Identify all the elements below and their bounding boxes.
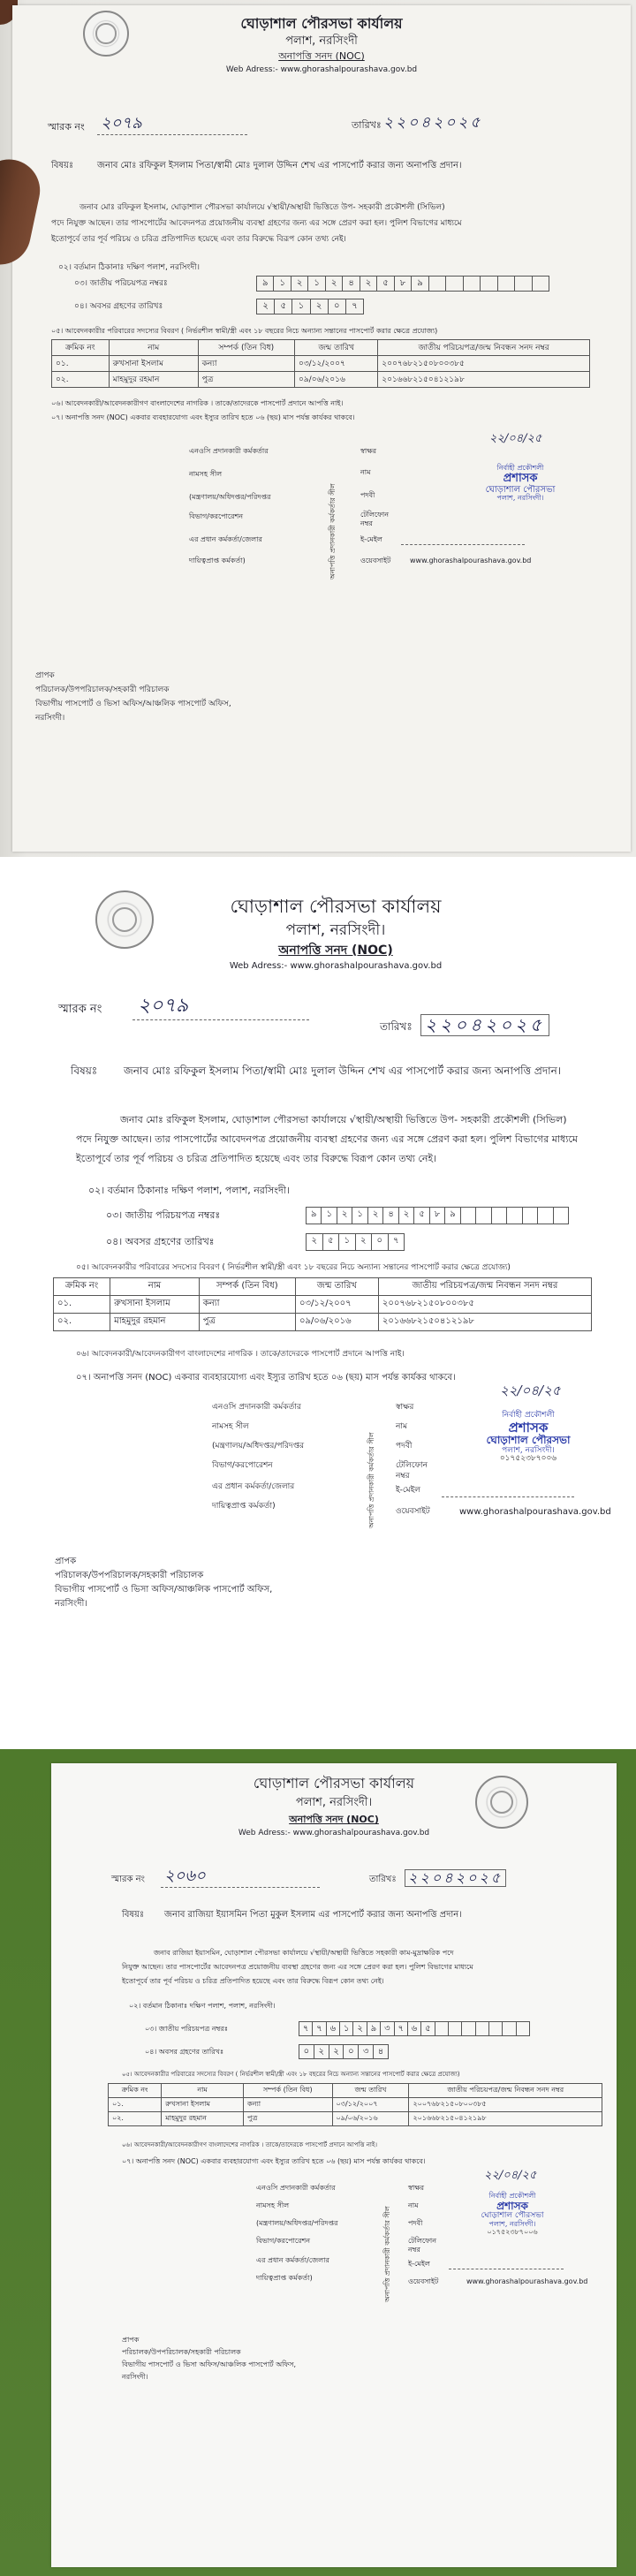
office-location: পলাশ, নরসিংদী।	[295, 1796, 373, 1809]
office-title: ঘোড়াশাল পৌরসভা কার্যালয়	[240, 15, 403, 32]
family-table: ক্রমিক নং নাম সম্পর্ক (তিন বিধ) জন্ম তারিখ জাতীয় পরিচয়পত্র/জন্ম নিবন্ধন সনদ নম্বর ০১. রুখসানা ইসলাম কন্যা ০৩/১২/২০০৭ ২০০৭৬৮২১৫০৮০০৩৮৫ ০২. মাহমুদুর রহমান পুত্র ০৯/০৬/২০১৬ ২০১৬৬৮২১৫০৪১২১৯৮	[53, 1277, 592, 1331]
citizenship-note: ০৬। আবেদনকারী/আবেদনকারীগণ বাংলাদেশের নাগরিক । তাকে/তাদেরকে পাসপোর্ট প্রদানে আপত্তি নাই।	[51, 399, 344, 407]
body-line-2: নিযুক্ত আছেন। তার পাসপোর্টের আবেদনপত্র প্রয়োজনীয় ব্যবস্থা গ্রহণের জন্য এর সঙ্গে প্রেরণ করা হল। পুলিশ বিভাগের মাধ্যমে	[122, 1963, 473, 1971]
document-sheet: ঘোড়াশাল পৌরসভা কার্যালয় পলাশ, নরসিংদী অনাপত্তি সনদ (NOC) Web Adress:- www.ghorashalpourashava.gov.bd স্মারক নং ২০৭৯ তারিখঃ ২২০৪২০২৫ বিষয়ঃ জনাব মোঃ রফিকুল ইসলাম পিতা/স্বামী মোঃ দুলাল উদ্দিন শেখ এর পাসপোর্ট করার জন্য অনাপত্তি প্রদান। জনাব মোঃ রফিকুল ইসলাম, ঘোড়াশাল পৌরসভা কার্যালয়ে √স্থায়ী/অস্থায়ী ভিত্তিতে উপ- সহকারী প্রকৌশলী (সিভিল) পদে নিযুক্ত আছেন। তার পাসপোর্টের আবেদনপত্র প্রয়োজনীয় ব্যবস্থা গ্রহণের জন্য এর সঙ্গে প্রেরণ করা হল। পুলিশ বিভাগের মাধ্যমে ইতোপূর্বে তার পূর্ব পরিচয় ও চরিত্র প্রতিপাদিত হয়েছে এবং তার বিরুদ্ধে বিরূপ কোন তথ্য নেই। ০২। বর্তমান ঠিকানাঃ দক্ষিণ পলাশ, নরসিংদী। ০৩। জাতীয় পরিচয়পত্র নম্বরঃ ৯ ১ ২ ১ ২ ৪ ২ ৫ ৮ ৯ ০৪। অবসর গ্রহণের তারিখঃ ২ ৫ ১ ২ ০ ৭ ০৫। আবেদনকারীর পরিবারের সদস্যের বিবরণ ( নির্ভরশীল স্বামী/স্ত্রী এবং ১৮ বছরের নিচে অন্যান্য সন্তানের পাসপোর্ট করার ক্ষেত্রে প্রযোজ্য) ক্রমিক নং নাম সম্পর্ক (তিন বিধ) জন্ম তারিখ জাতীয় পরিচয়পত্র/জন্ম নিবন্ধন সনদ নম্বর ০১. রুখসানা ইসলাম কন্যা ০৩/১২/২০০৭ ২০০৭৬৮২১৫০৮০০৩৮৫ ০২. মাহমুদুর রহমান পুত্র ০৯/০৬/২০১৬ ২০১৬৬৮২১৫০৪১২১৯৮ ০৬। আবেদনকারী/আবেদনকারীগণ বাংলাদেশের নাগরিক । তাকে/তাদেরকে পাসপোর্ট প্রদানে আপত্তি নাই। ০৭। অনাপত্তি সনদ (NOC) একবার ব্যবহারযোগ্য এবং ইস্যুর তারিখ হতে ০৬ (ছয়) মাস পর্যন্ত কার্যকর থাকবে। এনওসি প্রদানকারী কর্মকর্তার নামসহ সীল (মন্ত্রণালয়/অধিদপ্তর/পরিদপ্তর বিভাগ/করপোরেশন এর প্রধান কর্মকর্তা/জেলার দায়িত্বপ্রাপ্ত কর্মকর্তা) অনাপত্তি প্রদানকারী কর্মকর্তার সীল স্বাক্ষর নাম পদবী টেলিফোন নম্বর ই-মেইল ওয়েবসাইট www.ghorashalpourashava.gov.bd ২২/০৪/২৫ নির্বাহী প্রকৌশলী প্রশাসক ঘোড়াশাল পৌরসভা পলাশ, নরসিংদী। প্রাপক পরিচালক/উপপরিচালক/সহকারী পরিচালক বিভাগীয় পাসপোর্ট ও ভিসা অফিস/আঞ্চলিক পাসপোর্ট অফিস, নরসিংদী।	[12, 5, 631, 852]
nid-boxes: ৭ ৭ ৬ ১ ২ ৯ ৩ ৭ ৬ ৫	[299, 2021, 530, 2036]
body-line-1: জনাব মোঃ রফিকুল ইসলাম, ঘোড়াশাল পৌরসভা কার্যালয়ে √স্থায়ী/অস্থায়ী ভিত্তিতে উপ- সহকারী প্রকৌশলী (সিভিল)	[80, 203, 445, 212]
subject-text: জনাব মোঃ রফিকুল ইসলাম পিতা/স্বামী মোঃ দুলাল উদ্দিন শেখ এর পাসপোর্ট করার জন্য অনাপত্তি প্রদান।	[97, 161, 462, 170]
nid-label: ০৩। জাতীয় পরিচয়পত্র নম্বরঃ	[106, 1209, 221, 1221]
signature: ২২/০৪/২৫	[484, 2169, 537, 2182]
memo-label: স্মারক নং	[48, 121, 85, 133]
memo-number: ২০৭৯	[138, 995, 189, 1017]
office-title: ঘোড়াশাল পৌরসভা কার্যালয়	[253, 1775, 415, 1792]
date-value: ২২০৪২০২৫	[383, 114, 483, 132]
body-line-1: জনাব মোঃ রফিকুল ইসলাম, ঘোড়াশাল পৌরসভা কার্যালয়ে √স্থায়ী/অস্থায়ী ভিত্তিতে উপ- সহকারী প্রকৌশলী (সিভিল)	[120, 1114, 567, 1125]
document-title: অনাপত্তি সনদ (NOC)	[278, 50, 365, 62]
body-line-1: জনাব রাজিয়া ইয়াসমিন, ঘোড়াশাল পৌরসভা কার্যালয়ে √স্থায়ী/অস্থায়ী ভিত্তিতে সহকারী কাম-মুদ্রাক্ষরিক পদে	[154, 1949, 454, 1957]
citizenship-note: ০৬। আবেদনকারী/আবেদনকারীগণ বাংলাদেশের নাগরিক । তাকে/তাদেরকে পাসপোর্ট প্রদানে আপত্তি নাই।	[76, 1350, 405, 1359]
retirement-label: ০৪। অবসর গ্রহণের তারিখঃ	[106, 1236, 215, 1247]
table-row: ০১. রুখসানা ইসলাম কন্যা ০৩/১২/২০০৭ ২০০৭৬৮২১৫০৮০০৩৮৫	[54, 1296, 592, 1314]
web-address: Web Adress:- www.ghorashalpourashava.gov.bd	[229, 961, 443, 971]
date-value: ২২০৪২০২৫	[405, 1869, 506, 1887]
nid-label: ০৩। জাতীয় পরিচয়পত্র নম্বরঃ	[145, 2025, 228, 2033]
web-address: Web Adress:- www.ghorashalpourashava.gov.bd	[238, 1829, 430, 1837]
table-row: ০২. মাহমুদুর রহমান পুত্র ০৯/০৬/২০১৬ ২০১৬৬৮২১৫০৪১২১৯৮	[52, 372, 590, 388]
family-note: ০৫। আবেদনকারীর পরিবারের সদস্যের বিবরণ ( নির্ভরশীল স্বামী/স্ত্রী এবং ১৮ বছরের নিচে অন্যান্য সন্তানের পাসপোর্ট করার ক্ষেত্রে প্রযোজ্য)	[122, 2071, 460, 2078]
family-table: ক্রমিক নং নাম সম্পর্ক (তিন বিধ) জন্ম তারিখ জাতীয় পরিচয়পত্র/জন্ম নিবন্ধন সনদ নম্বর ০১. রুখসানা ইসলাম কন্যা ০৩/১২/২০০৭ ২০০৭৬৮২১৫০৮০০৩৮৫ ০২. মাহমুদুর রহমান পুত্র ০৯/০৬/২০১৬ ২০১৬৬৮২১৫০৪১২১৯৮	[108, 2083, 602, 2126]
citizenship-note: ০৬। আবেদনকারী/আবেদনকারীগণ বাংলাদেশের নাগরিক । তাকে/তাদেরকে পাসপোর্ট প্রদানে আপত্তি নাই।	[122, 2141, 378, 2148]
signature: ২২/০৪/২৫	[500, 1383, 561, 1398]
subject-label: বিষয়ঃ	[122, 1910, 145, 1920]
nid-boxes: ৯ ১ ২ ১ ২ ৪ ২ ৫ ৮ ৯	[256, 276, 549, 292]
memo-label: স্মারক নং	[111, 1875, 145, 1884]
document-title: অনাপত্তি সনদ (NOC)	[278, 943, 393, 958]
web-address: Web Adress:- www.ghorashalpourashava.gov.bd	[225, 65, 418, 74]
address-line: ০২। বর্তমান ঠিকানাঃ দক্ষিণ পলাশ, নরসিংদী।	[58, 263, 200, 272]
table-row: ০১. রুখসানা ইসলাম কন্যা ০৩/১২/২০০৭ ২০০৭৬৮২১৫০৮০০৩৮৫	[52, 356, 590, 372]
website-value: www.ghorashalpourashava.gov.bd	[459, 1507, 611, 1517]
document-sheet: ঘোড়াশাল পৌরসভা কার্যালয় পলাশ, নরসিংদী। অনাপত্তি সনদ (NOC) Web Adress:- www.ghorashalpourashava.gov.bd স্মারক নং ২০৬০ তারিখঃ ২২০৪২০২৫ বিষয়ঃ জনাব রাজিয়া ইয়াসমিন পিতা মুকুল ইসলাম এর পাসপোর্ট করার জন্য অনাপত্তি প্রদান। জনাব রাজিয়া ইয়াসমিন, ঘোড়াশাল পৌরসভা কার্যালয়ে √স্থায়ী/অস্থায়ী ভিত্তিতে সহকারী কাম-মুদ্রাক্ষরিক পদে নিযুক্ত আছেন। তার পাসপোর্টের আবেদনপত্র প্রয়োজনীয় ব্যবস্থা গ্রহণের জন্য এর সঙ্গে প্রেরণ করা হল। পুলিশ বিভাগের মাধ্যমে ইতোপূর্বে তার পূর্ব পরিচয় ও চরিত্র প্রতিপাদিত হয়েছে এবং তার বিরুদ্ধে বিরূপ কোন তথ্য নেই। ০২। বর্তমান ঠিকানাঃ দক্ষিণ পলাশ, পলাশ, নরসিংদী। ০৩। জাতীয় পরিচয়পত্র নম্বরঃ ৭ ৭ ৬ ১ ২ ৯ ৩ ৭ ৬ ৫ ০৪। অবসর গ্রহণের তারিখঃ ০ ২ ২ ০ ৩ ৪ ০৫। আবেদনকারীর পরিবারের সদস্যের বিবরণ ( নির্ভরশীল স্বামী/স্ত্রী এবং ১৮ বছরের নিচে অন্যান্য সন্তানের পাসপোর্ট করার ক্ষেত্রে প্রযোজ্য) ক্রমিক নং নাম সম্পর্ক (তিন বিধ) জন্ম তারিখ জাতীয় পরিচয়পত্র/জন্ম নিবন্ধন সনদ নম্বর ০১. রুখসানা ইসলাম কন্যা ০৩/১২/২০০৭ ২০০৭৬৮২১৫০৮০০৩৮৫ ০২. মাহমুদুর রহমান পুত্র ০৯/০৬/২০১৬ ২০১৬৬৮২১৫০৪১২১৯৮ ০৬। আবেদনকারী/আবেদনকারীগণ বাংলাদেশের নাগরিক । তাকে/তাদেরকে পাসপোর্ট প্রদানে আপত্তি নাই। ০৭। অনাপত্তি সনদ (NOC) একবার ব্যবহারযোগ্য এবং ইস্যুর তারিখ হতে ০৬ (ছয়) মাস পর্যন্ত কার্যকর থাকবে। এনওসি প্রদানকারী কর্মকর্তার নামসহ সীল (মন্ত্রণালয়/অধিদপ্তর/পরিদপ্তর বিভাগ/করপোরেশন এর প্রধান কর্মকর্তা/জেলার দায়িত্বপ্রাপ্ত কর্মকর্তা) অনাপত্তি প্রদানকারী কর্মকর্তার সীল স্বাক্ষর নাম পদবী টেলিফোন নম্বর ই-মেইল ওয়েবসাইট www.ghorashalpourashava.gov.bd ২২/০৪/২৫ নির্বাহী প্রকৌশলী প্রশাসক ঘোড়াশাল পৌরসভা পলাশ, নরসিংদী। ০১৭৫২৩৮৭০০৬ প্রাপক পরিচালক/উপপরিচালক/সহকারী পরিচালক বিভাগীয় পাসপোর্ট ও ভিসা অফিস/আঞ্চলিক পাসপোর্ট অফিস, নরসিংদী।	[51, 1763, 617, 2567]
validity-note: ০৭। অনাপত্তি সনদ (NOC) একবার ব্যবহারযোগ্য এবং ইস্যুর তারিখ হতে ০৬ (ছয়) মাস পর্যন্ত কার্যকর থাকবে।	[76, 1373, 456, 1383]
subject-text: জনাব মোঃ রফিকুল ইসলাম পিতা/স্বামী মোঃ দুলাল উদ্দিন শেখ এর পাসপোর্ট করার জন্য অনাপত্তি প্রদান।	[124, 1064, 562, 1077]
memo-number: ২০৭৯	[101, 114, 142, 133]
retirement-boxes: ০ ২ ২ ০ ৩ ৪	[299, 2044, 389, 2059]
validity-note: ০৭। অনাপত্তি সনদ (NOC) একবার ব্যবহারযোগ্য এবং ইস্যুর তারিখ হতে ০৬ (ছয়) মাস পর্যন্ত কার্যকর থাকবে।	[122, 2157, 426, 2165]
subject-text: জনাব রাজিয়া ইয়াসমিন পিতা মুকুল ইসলাম এর পাসপোর্ট করার জন্য অনাপত্তি প্রদান।	[164, 1910, 462, 1920]
subject-label: বিষয়ঃ	[51, 161, 74, 170]
address-line: ০২। বর্তমান ঠিকানাঃ দক্ষিণ পলাশ, পলাশ, নরসিংদী।	[129, 2002, 276, 2010]
body-line-3: ইতোপূর্বে তার পূর্ব পরিচয় ও চরিত্র প্রতিপাদিত হয়েছে এবং তার বিরুদ্ধে বিরূপ কোন তথ্য নেই।	[76, 1153, 437, 1164]
official-stamp: নির্বাহী প্রকৌশলী প্রশাসক ঘোড়াশাল পৌরসভা পলাশ, নরসিংদী।	[485, 464, 556, 503]
document-title: অনাপত্তি সনদ (NOC)	[289, 1814, 379, 1825]
body-line-3: ইতোপূর্বে তার পূর্ব পরিচয় ও চরিত্র প্রতিপাদিত হয়েছে এবং তার বিরুদ্ধে বিরূপ কোন তথ্য নেই।	[122, 1977, 384, 1985]
date-label: তারিখঃ	[352, 119, 382, 131]
date-label: তারিখঃ	[380, 1020, 413, 1033]
office-location: পলাশ, নরসিংদী	[285, 34, 358, 48]
body-line-2: পদে নিযুক্ত আছেন। তার পাসপোর্টের আবেদনপত্র প্রয়োজনীয় ব্যবস্থা গ্রহণের জন্য এর সঙ্গে প্রেরণ করা হল। পুলিশ বিভাগের মাধ্যমে	[51, 219, 462, 228]
body-line-3: ইতোপূর্বে তার পূর্ব পরিচয় ও চরিত্র প্রতিপাদিত হয়েছে এবং তার বিরুদ্ধে বিরূপ কোন তথ্য নেই।	[51, 235, 346, 244]
retirement-label: ০৪। অবসর গ্রহণের তারিখঃ	[74, 302, 163, 311]
document-photo-3	[0, 1749, 636, 2576]
retirement-boxes: ২ ৫ ১ ২ ০ ৭	[306, 1233, 405, 1251]
retirement-boxes: ২ ৫ ১ ২ ০ ৭	[256, 299, 364, 314]
table-row: ০২. মাহমুদুর রহমান পুত্র ০৯/০৬/২০১৬ ২০১৬৬৮২১৫০৪১২১৯৮	[109, 2112, 602, 2126]
date-value: ২২০৪২০২৫	[420, 1014, 549, 1036]
table-row: ০২. মাহমুদুর রহমান পুত্র ০৯/০৬/২০১৬ ২০১৬৬৮২১৫০৪১২১৯৮	[54, 1314, 592, 1331]
family-note: ০৫। আবেদনকারীর পরিবারের সদস্যের বিবরণ ( নির্ভরশীল স্বামী/স্ত্রী এবং ১৮ বছরের নিচে অন্যান্য সন্তানের পাসপোর্ট করার ক্ষেত্রে প্রযোজ্য)	[51, 327, 438, 335]
table-row: ০১. রুখসানা ইসলাম কন্যা ০৩/১২/২০০৭ ২০০৭৬৮২১৫০৮০০৩৮৫	[109, 2098, 602, 2112]
office-title: ঘোড়াশাল পৌরসভা কার্যালয়	[230, 896, 442, 917]
subject-label: বিষয়ঃ	[71, 1064, 98, 1077]
signature: ২২/০৪/২৫	[489, 432, 542, 445]
memo-label: স্মারক নং	[58, 1003, 102, 1016]
document-scan-2	[0, 857, 636, 1749]
document-photo-1	[0, 0, 636, 857]
nid-label: ০৩। জাতীয় পরিচয়পত্র নম্বরঃ	[74, 279, 168, 288]
memo-number: ২০৬০	[164, 1867, 206, 1885]
website-value: www.ghorashalpourashava.gov.bd	[410, 557, 532, 564]
website-value: www.ghorashalpourashava.gov.bd	[466, 2277, 588, 2285]
official-stamp: নির্বাহী প্রকৌশলী প্রশাসক ঘোড়াশাল পৌরসভা পলাশ, নরসিংদী। ০১৭৫২৩৮৭০০৬	[481, 2192, 544, 2236]
body-line-2: পদে নিযুক্ত আছেন। তার পাসপোর্টের আবেদনপত্র প্রয়োজনীয় ব্যবস্থা গ্রহণের জন্য এর সঙ্গে প্রেরণ করা হল। পুলিশ বিভাগের মাধ্যমে	[76, 1133, 578, 1145]
address-line: ০২। বর্তমান ঠিকানাঃ দক্ষিণ পলাশ, পলাশ, নরসিংদী।	[88, 1185, 290, 1196]
office-location: পলাশ, নরসিংদী।	[285, 921, 386, 939]
date-label: তারিখঃ	[369, 1875, 397, 1884]
document-sheet: ঘোড়াশাল পৌরসভা কার্যালয় পলাশ, নরসিংদী। অনাপত্তি সনদ (NOC) Web Adress:- www.ghorashalpourashava.gov.bd স্মারক নং ২০৭৯ তারিখঃ ২২০৪২০২৫ বিষয়ঃ জনাব মোঃ রফিকুল ইসলাম পিতা/স্বামী মোঃ দুলাল উদ্দিন শেখ এর পাসপোর্ট করার জন্য অনাপত্তি প্রদান। জনাব মোঃ রফিকুল ইসলাম, ঘোড়াশাল পৌরসভা কার্যালয়ে √স্থায়ী/অস্থায়ী ভিত্তিতে উপ- সহকারী প্রকৌশলী (সিভিল) পদে নিযুক্ত আছেন। তার পাসপোর্টের আবেদনপত্র প্রয়োজনীয় ব্যবস্থা গ্রহণের জন্য এর সঙ্গে প্রেরণ করা হল। পুলিশ বিভাগের মাধ্যমে ইতোপূর্বে তার পূর্ব পরিচয় ও চরিত্র প্রতিপাদিত হয়েছে এবং তার বিরুদ্ধে বিরূপ কোন তথ্য নেই। ০২। বর্তমান ঠিকানাঃ দক্ষিণ পলাশ, পলাশ, নরসিংদী। ০৩। জাতীয় পরিচয়পত্র নম্বরঃ ৯ ১ ২ ১ ২ ৪ ২ ৫ ৮ ৯ ০৪। অবসর গ্রহণের তারিখঃ ২ ৫ ১ ২ ০ ৭ ০৫। আবেদনকারীর পরিবারের সদস্যের বিবরণ ( নির্ভরশীল স্বামী/স্ত্রী এবং ১৮ বছরের নিচে অন্যান্য সন্তানের পাসপোর্ট করার ক্ষেত্রে প্রযোজ্য) ক্রমিক নং নাম সম্পর্ক (তিন বিধ) জন্ম তারিখ জাতীয় পরিচয়পত্র/জন্ম নিবন্ধন সনদ নম্বর ০১. রুখসানা ইসলাম কন্যা ০৩/১২/২০০৭ ২০০৭৬৮২১৫০৮০০৩৮৫ ০২. মাহমুদুর রহমান পুত্র ০৯/০৬/২০১৬ ২০১৬৬৮২১৫০৪১২১৯৮ ০৬। আবেদনকারী/আবেদনকারীগণ বাংলাদেশের নাগরিক । তাকে/তাদেরকে পাসপোর্ট প্রদানে আপত্তি নাই। ০৭। অনাপত্তি সনদ (NOC) একবার ব্যবহারযোগ্য এবং ইস্যুর তারিখ হতে ০৬ (ছয়) মাস পর্যন্ত কার্যকর থাকবে। এনওসি প্রদানকারী কর্মকর্তার নামসহ সীল (মন্ত্রণালয়/অধিদপ্তর/পরিদপ্তর বিভাগ/করপোরেশন এর প্রধান কর্মকর্তা/জেলার দায়িত্বপ্রাপ্ত কর্মকর্তা) অনাপত্তি প্রদানকারী কর্মকর্তার সীল স্বাক্ষর নাম পদবী টেলিফোন নম্বর ই-মেইল ওয়েবসাইট www.ghorashalpourashava.gov.bd ২২/০৪/২৫ নির্বাহী প্রকৌশলী প্রশাসক ঘোড়াশাল পৌরসভা পলাশ, নরসিংদী। ০১৭৫২৩৮৭০০৬ প্রাপক পরিচালক/উপপরিচালক/সহকারী পরিচালক বিভাগীয় পাসপোর্ট ও ভিসা অফিস/আঞ্চলিক পাসপোর্ট অফিস, নরসিংদী।	[0, 857, 636, 1749]
official-stamp: নির্বাহী প্রকৌশলী প্রশাসক ঘোড়াশাল পৌরসভা পলাশ, নরসিংদী। ০১৭৫২৩৮৭০০৬	[486, 1411, 571, 1464]
nid-boxes: ৯ ১ ২ ১ ২ ৪ ২ ৫ ৮ ৯	[306, 1207, 569, 1224]
validity-note: ০৭। অনাপত্তি সনদ (NOC) একবার ব্যবহারযোগ্য এবং ইস্যুর তারিখ হতে ০৬ (ছয়) মাস পর্যন্ত কার্যকর থাকবে।	[51, 413, 355, 421]
family-note: ০৫। আবেদনকারীর পরিবারের সদস্যের বিবরণ ( নির্ভরশীল স্বামী/স্ত্রী এবং ১৮ বছরের নিচে অন্যান্য সন্তানের পাসপোর্ট করার ক্ষেত্রে প্রযোজ্য)	[76, 1263, 511, 1272]
family-table: ক্রমিক নং নাম সম্পর্ক (তিন বিধ) জন্ম তারিখ জাতীয় পরিচয়পত্র/জন্ম নিবন্ধন সনদ নম্বর ০১. রুখসানা ইসলাম কন্যা ০৩/১২/২০০৭ ২০০৭৬৮২১৫০৮০০৩৮৫ ০২. মাহমুদুর রহমান পুত্র ০৯/০৬/২০১৬ ২০১৬৬৮২১৫০৪১২১৯৮	[51, 339, 590, 388]
retirement-label: ০৪। অবসর গ্রহণের তারিখঃ	[145, 2048, 224, 2056]
